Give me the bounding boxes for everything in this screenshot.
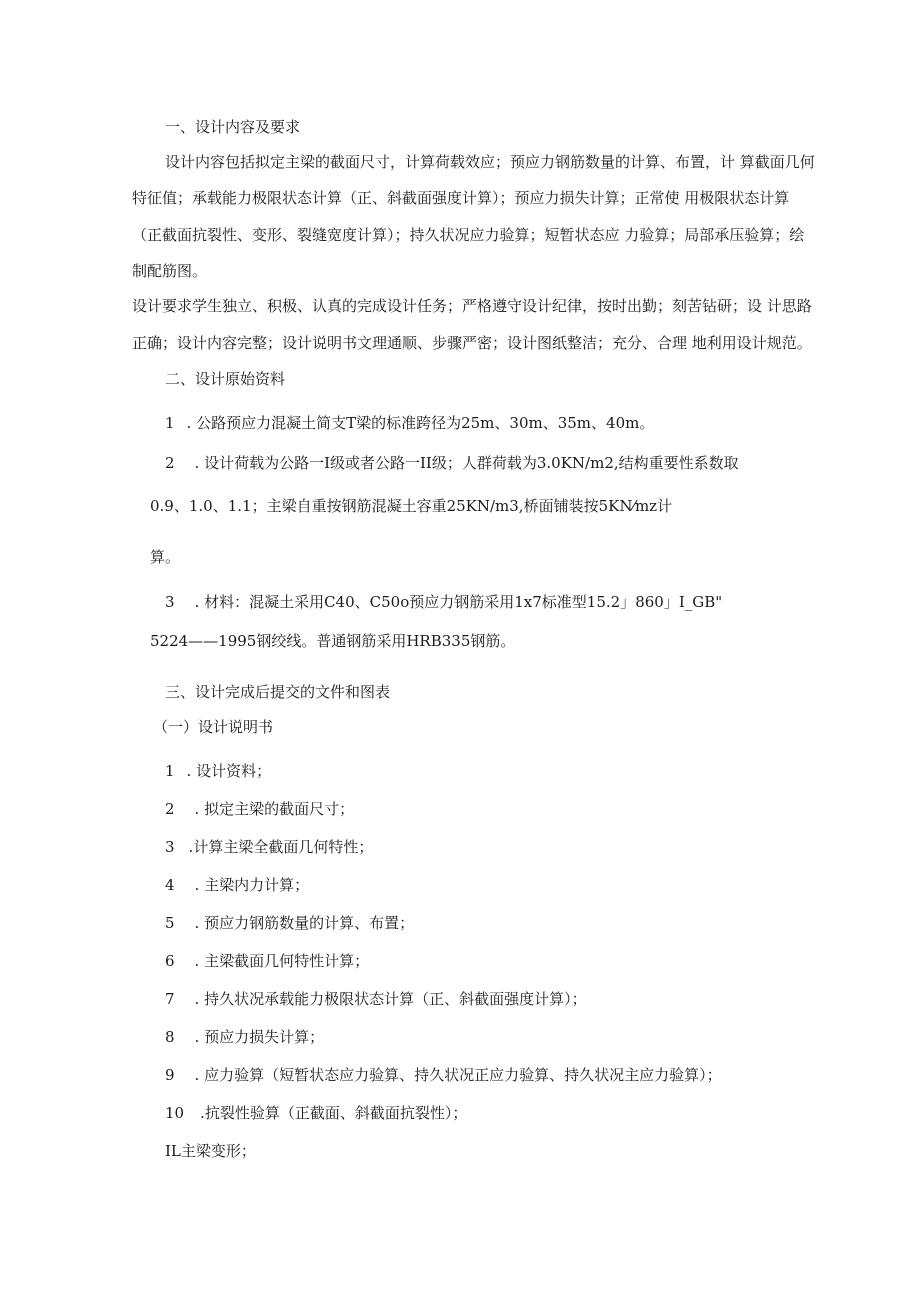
list-number: 5 [165,914,175,932]
list-text: . 主梁截面几何特性计算； [194,952,370,970]
section-3-heading: 三、设计完成后提交的文件和图表 [165,683,391,701]
section-3-subheading: （一）设计说明书 [153,718,274,736]
list-number: 1 [165,762,175,780]
list-item-2-3 [165,592,722,612]
list-continuation: 算。 [150,548,181,566]
list-item [165,875,309,895]
paragraph-line: 制配筋图。 [132,262,208,280]
list-text: . 公路预应力混凝土简支T梁的标准跨径为25m、30m、35m、40m。 [186,414,655,432]
list-text: . 应力验算（短暂状态应力验算、持久状况正应力验算、持久状况主应力验算）； [194,1066,722,1084]
list-number: 10 [165,1104,185,1122]
list-text: . 拟定主梁的截面尺寸； [194,800,355,818]
list-text: .计算主梁全截面几何特性； [188,838,374,856]
list-item-2-1 [165,413,654,433]
list-text: . 设计资料； [186,762,272,780]
list-number: 2 [165,800,175,818]
paragraph-line: （正截面抗裂性、变形、裂缝宽度计算）；持久状况应力验算；短暂状态应 力验算；局部承压验算；绘 [132,226,805,244]
list-item [165,837,373,857]
list-text: . 预应力损失计算； [194,1028,325,1046]
paragraph-line: 特征值；承载能力极限状态计算（正、斜截面强度计算）；预应力损失计算；正常使 用极限状态计算 [132,189,790,207]
list-number: 2 [165,454,175,472]
list-text: . 预应力钢筋数量的计算、布置； [194,914,415,932]
list-number: 6 [165,952,175,970]
list-text: . 材料：混凝土采用C40、C50o预应力钢筋采用1x7标准型15.2」860」I_GB" [194,593,723,611]
list-text: . 设计荷载为公路一I级或者公路一II级；人群荷载为3.0KN/m2,结构重要性系数取 [194,454,739,472]
list-item [165,761,271,781]
list-item [165,799,354,819]
list-number: 3 [165,593,175,611]
list-item [165,1027,324,1047]
list-number: 4 [165,876,175,894]
list-item-last: IL主梁变形； [165,1142,256,1160]
list-text: . 持久状况承载能力极限状态计算（正、斜截面强度计算）； [194,990,587,1008]
list-item [165,913,414,933]
list-number: 7 [165,990,175,1008]
list-text: . 主梁内力计算； [194,876,310,894]
section-2-heading: 二、设计原始资料 [165,370,286,388]
list-continuation: 0.9、1.0、1.1；主梁自重按钢筋混凝土容重25KN/m3,桥面铺装按5KN⁄mz计 [150,497,673,515]
list-number: 8 [165,1028,175,1046]
paragraph-line: 正确；设计内容完整；设计说明书文理通顺、步骤严密；设计图纸整洁；充分、合理 地利用设计规范。 [132,334,812,352]
list-text: .抗裂性验算（正截面、斜截面抗裂性）； [200,1104,468,1122]
paragraph-line: 设计要求学生独立、积极、认真的完成设计任务；严格遵守设计纪律，按时出勤；刻苦钻研；设 计思路 [132,297,812,315]
paragraph-line: 设计内容包括拟定主梁的截面尺寸，计算荷载效应；预应力钢筋数量的计算、布置，计 算截面几何 [165,153,815,171]
list-item-2-2 [165,453,739,473]
list-continuation: 5224——1995钢绞线。普通钢筋采用HRB335钢筋。 [150,632,516,650]
list-number: 9 [165,1066,175,1084]
list-item [165,1103,467,1123]
list-item [165,989,587,1009]
list-item [165,951,369,971]
list-item [165,1065,722,1085]
list-number: 3 [165,838,175,856]
list-number: 1 [165,414,175,432]
section-1-heading: 一、设计内容及要求 [165,118,301,136]
